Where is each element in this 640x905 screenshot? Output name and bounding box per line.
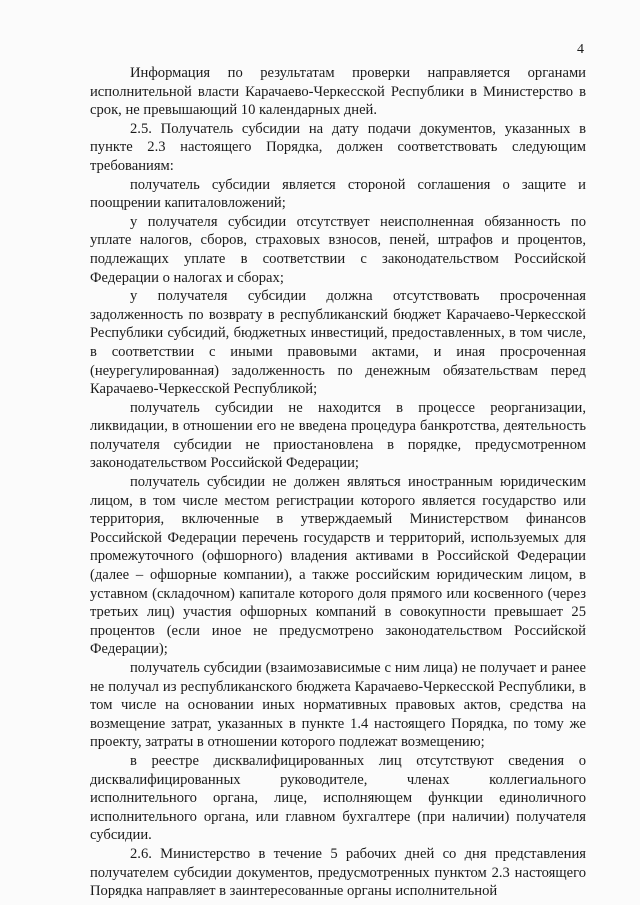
- paragraph-investment-agreement: получатель субсидии является стороной соглашения о защите и поощрении капиталовложений;: [90, 176, 586, 212]
- paragraph-2-6-ministry: 2.6. Министерство в течение 5 рабочих дней со дня представления получателем субсидии документов, предусмотренных пунктом 2.3 настоящего Порядка направляет в заинтересованные органы исполнительной: [90, 845, 586, 900]
- paragraph-no-tax-debt: у получателя субсидии отсутствует неисполненная обязанность по уплате налогов, сборов, страховых взносов, пеней, штрафов и процентов, подлежащих уплате в соответствии с законодательством Российской Федерации о налогах и сборах;: [90, 213, 586, 286]
- paragraph-not-foreign-entity: получатель субсидии не должен являться иностранным юридическим лицом, в том числе местом регистрации которого является государство или территория, включенные в утверждаемый Министерством финансов Российской Федерации перечень государств и территорий, используемых для промежуточного (офшорного) владения активами в Российской Федерации (далее – офшорные компании), а также российским юридическим лицом, в уставном (складочном) капитале которого доля прямого или косвенного (через третьих лиц) участия офшорных компаний в совокупности превышает 25 процентов (если иное не предусмотрено законодательством Российской Федерации);: [90, 474, 586, 658]
- paragraph-2-5-requirements: 2.5. Получатель субсидии на дату подачи документов, указанных в пункте 2.3 настоящего Порядка, должен соответствовать следующим требованиям:: [90, 120, 586, 174]
- paragraph-inspection-info: Информация по результатам проверки направляется органами исполнительной власти Карачаево-Черкесской Республики в Министерство в срок, не превышающий 10 календарных дней.: [90, 65, 586, 119]
- paragraph-no-reorganization: получатель субсидии не находится в процессе реорганизации, ликвидации, в отношении его не введена процедура банкротства, деятельность получателя субсидии не приостановлена в порядке, предусмотренном законодательством Российской Федерации;: [90, 399, 586, 472]
- page-number: 4: [577, 42, 584, 57]
- document-body: [90, 64, 586, 901]
- paragraph-no-overdue-debt: у получателя субсидии должна отсутствовать просроченная задолженность по возврату в республиканский бюджет Карачаево-Черкесской Республики субсидий, бюджетных инвестиций, предоставленных, в том числе, в соответствии с иными правовыми актами, и иная просроченная (неурегулированная) задолженность по денежным обязательствам перед Карачаево-Черкесской Республикой;: [90, 288, 586, 398]
- paragraph-disqualified-persons: в реестре дисквалифицированных лиц отсутствуют сведения о дисквалифицированных руководителе, членах коллегиального исполнительного органа, лице, исполняющем функции единоличного исполнительного органа, или главном бухгалтере (при наличии) получателя субсидии.: [90, 752, 586, 844]
- paragraph-no-previous-funding: получатель субсидии (взаимозависимые с ним лица) не получает и ранее не получал из республиканского бюджета Карачаево-Черкесской Республики, в том числе на основании иных нормативных правовых актов, средства на возмещение затрат, указанных в пункте 1.4 настоящего Порядка, по тому же проекту, затраты в отношении которого подлежат возмещению;: [90, 660, 586, 751]
